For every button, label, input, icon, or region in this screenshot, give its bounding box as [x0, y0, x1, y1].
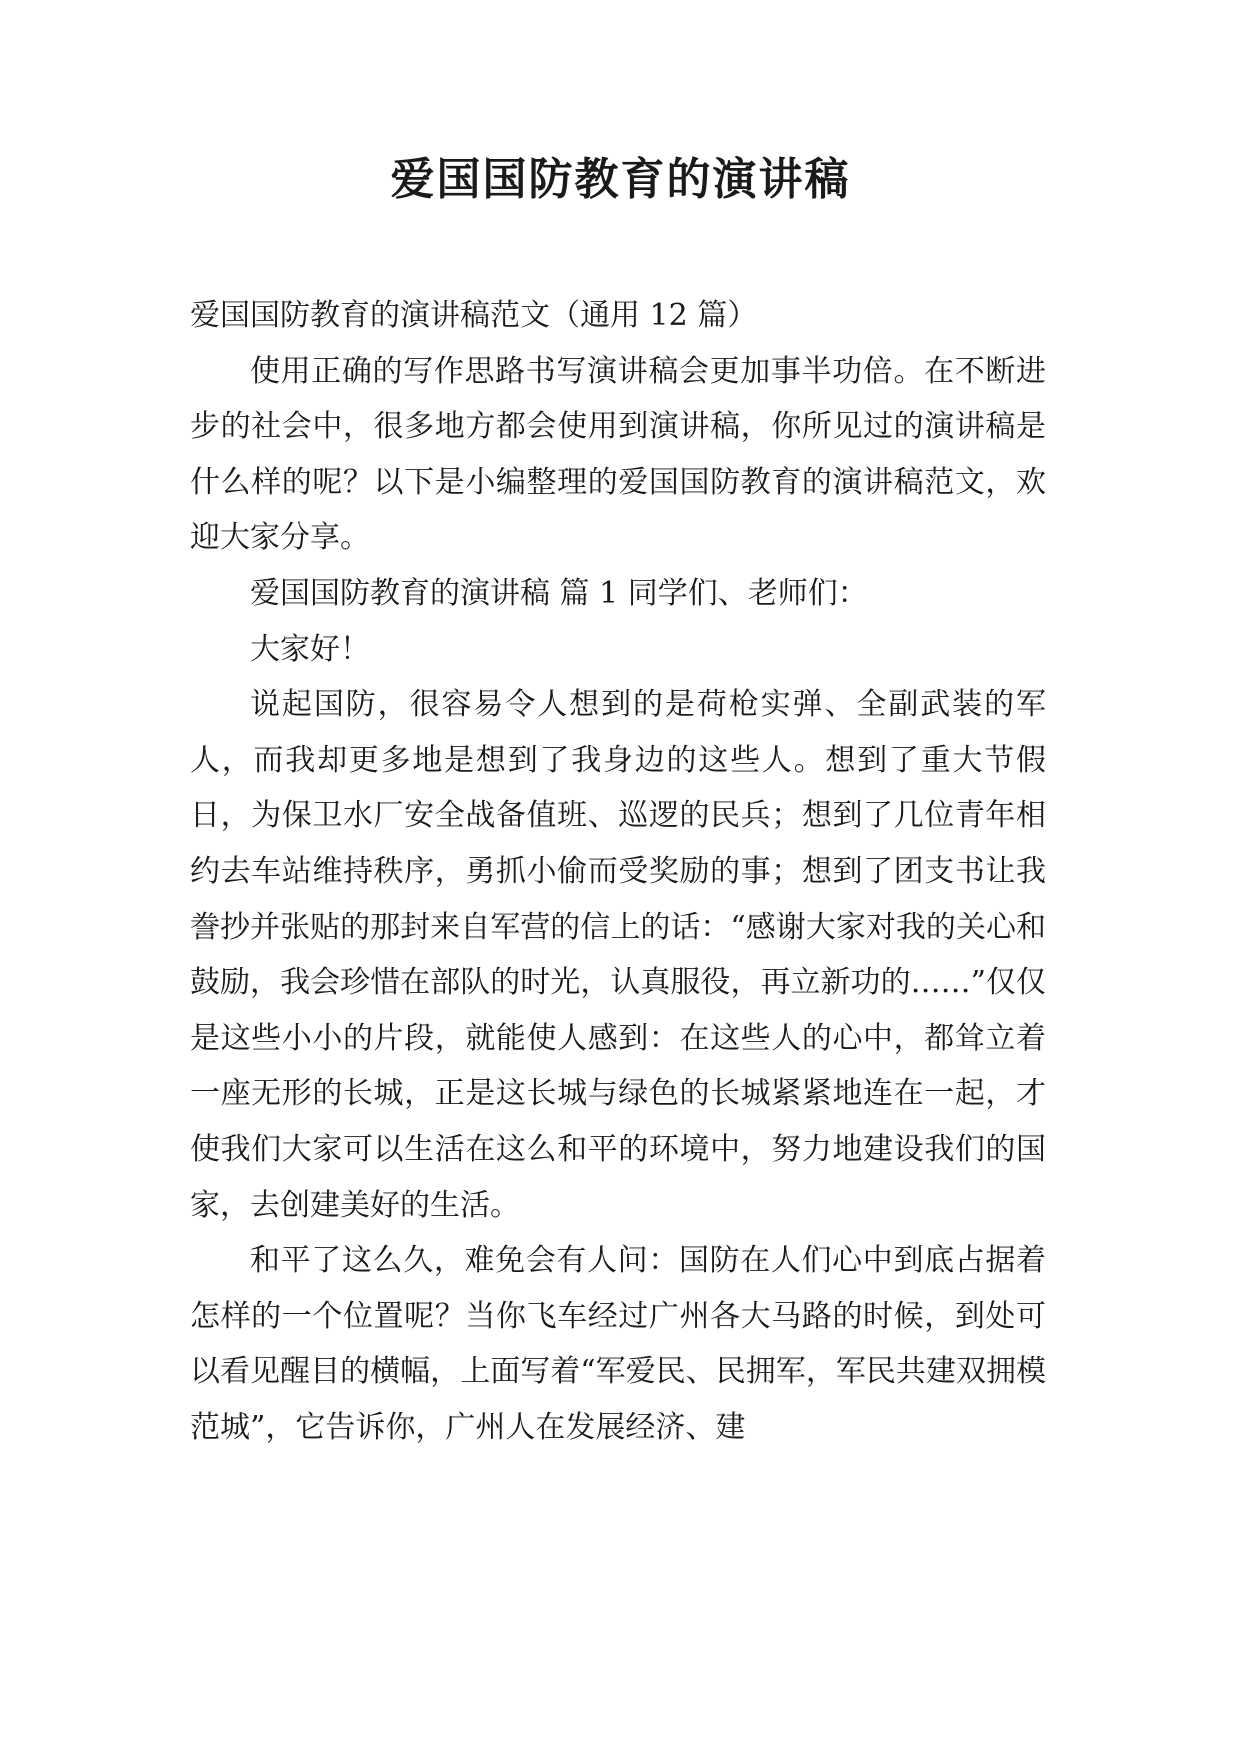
paragraph: 爱国国防教育的演讲稿范文（通用 12 篇）	[190, 298, 758, 333]
paragraph: 大家好！	[250, 631, 370, 667]
paragraph: 和平了这么久，难免会有人问：国防在人们心中到底占据着怎样的一个位置呢？当你飞车经过广州各大马路的时候，到处可以看见醒目的横幅，上面写着“军爱民、民拥军，军民共建双拥模范城”，它告诉你，广州人在发展经济、建	[190, 1243, 1046, 1445]
paragraph: 爱国国防教育的演讲稿 篇 1 同学们、老师们：	[250, 575, 868, 611]
paragraph: 说起国防，很容易令人想到的是荷枪实弹、全副武装的军人，而我却更多地是想到了我身边的这些人。想到了重大节假日，为保卫水厂安全战备值班、巡逻的民兵；想到了几位青年相约去车站维持秩序，勇抓小偷而受奖励的事；想到了团支书让我誊抄并张贴的那封来自军营的信上的话：“感谢大家对我的关心和鼓励，我会珍惜在部队的时光，认真服役，再立新功的……”仅仅是这些小小的片段，就能使人感到：在这些人的心中，都耸立着一座无形的长城，正是这长城与绿色的长城紧紧地连在一起，才使我们大家可以生活在这么和平的环境中，努力地建设我们的国家，去创建美好的生活。	[190, 687, 1046, 1223]
document-body	[190, 288, 1046, 1455]
paragraph: 使用正确的写作思路书写演讲稿会更加事半功倍。在不断进步的社会中，很多地方都会使用到演讲稿，你所见过的演讲稿是什么样的呢？以下是小编整理的爱国国防教育的演讲稿范文，欢迎大家分享。	[190, 353, 1046, 556]
document-title: 爱国国防教育的演讲稿	[390, 154, 851, 205]
